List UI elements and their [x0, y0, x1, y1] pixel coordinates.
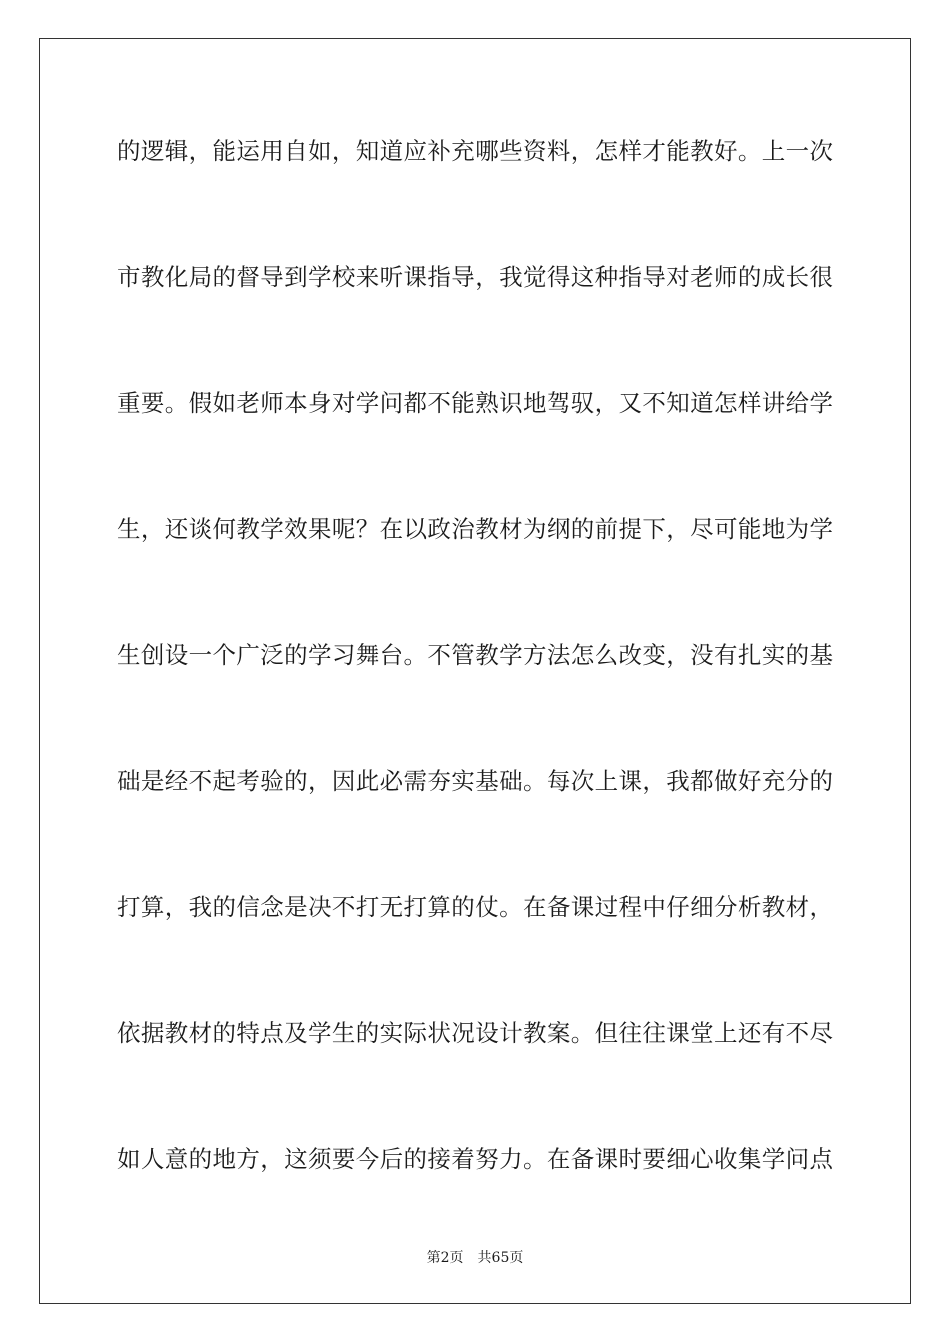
text-line: 市教化局的督导到学校来听课指导，我觉得这种指导对老师的成长很 [117, 263, 833, 291]
text-line: 重要。假如老师本身对学问都不能熟识地驾驭，又不知道怎样讲给学 [117, 389, 833, 417]
page-footer [0, 1247, 950, 1267]
text-line: 生，还谈何教学效果呢？在以政治教材为纲的前提下，尽可能地为学 [117, 515, 833, 543]
text-line: 打算，我的信念是决不打无打算的仗。在备课过程中仔细分析教材， [117, 893, 833, 921]
document-body [117, 122, 833, 1256]
text-line: 的逻辑，能运用自如，知道应补充哪些资料，怎样才能教好。上一次 [117, 137, 833, 165]
text-line: 生创设一个广泛的学习舞台。不管教学方法怎么改变，没有扎实的基 [117, 641, 833, 669]
total-pages: 共65页 [477, 1250, 524, 1266]
text-line: 如人意的地方，这须要今后的接着努力。在备课时要细心收集学问点 [117, 1145, 833, 1173]
page-number: 第2页 [426, 1250, 464, 1266]
text-line: 依据教材的特点及学生的实际状况设计教案。但往往课堂上还有不尽 [117, 1019, 833, 1047]
text-line: 础是经不起考验的，因此必需夯实基础。每次上课，我都做好充分的 [117, 767, 833, 795]
